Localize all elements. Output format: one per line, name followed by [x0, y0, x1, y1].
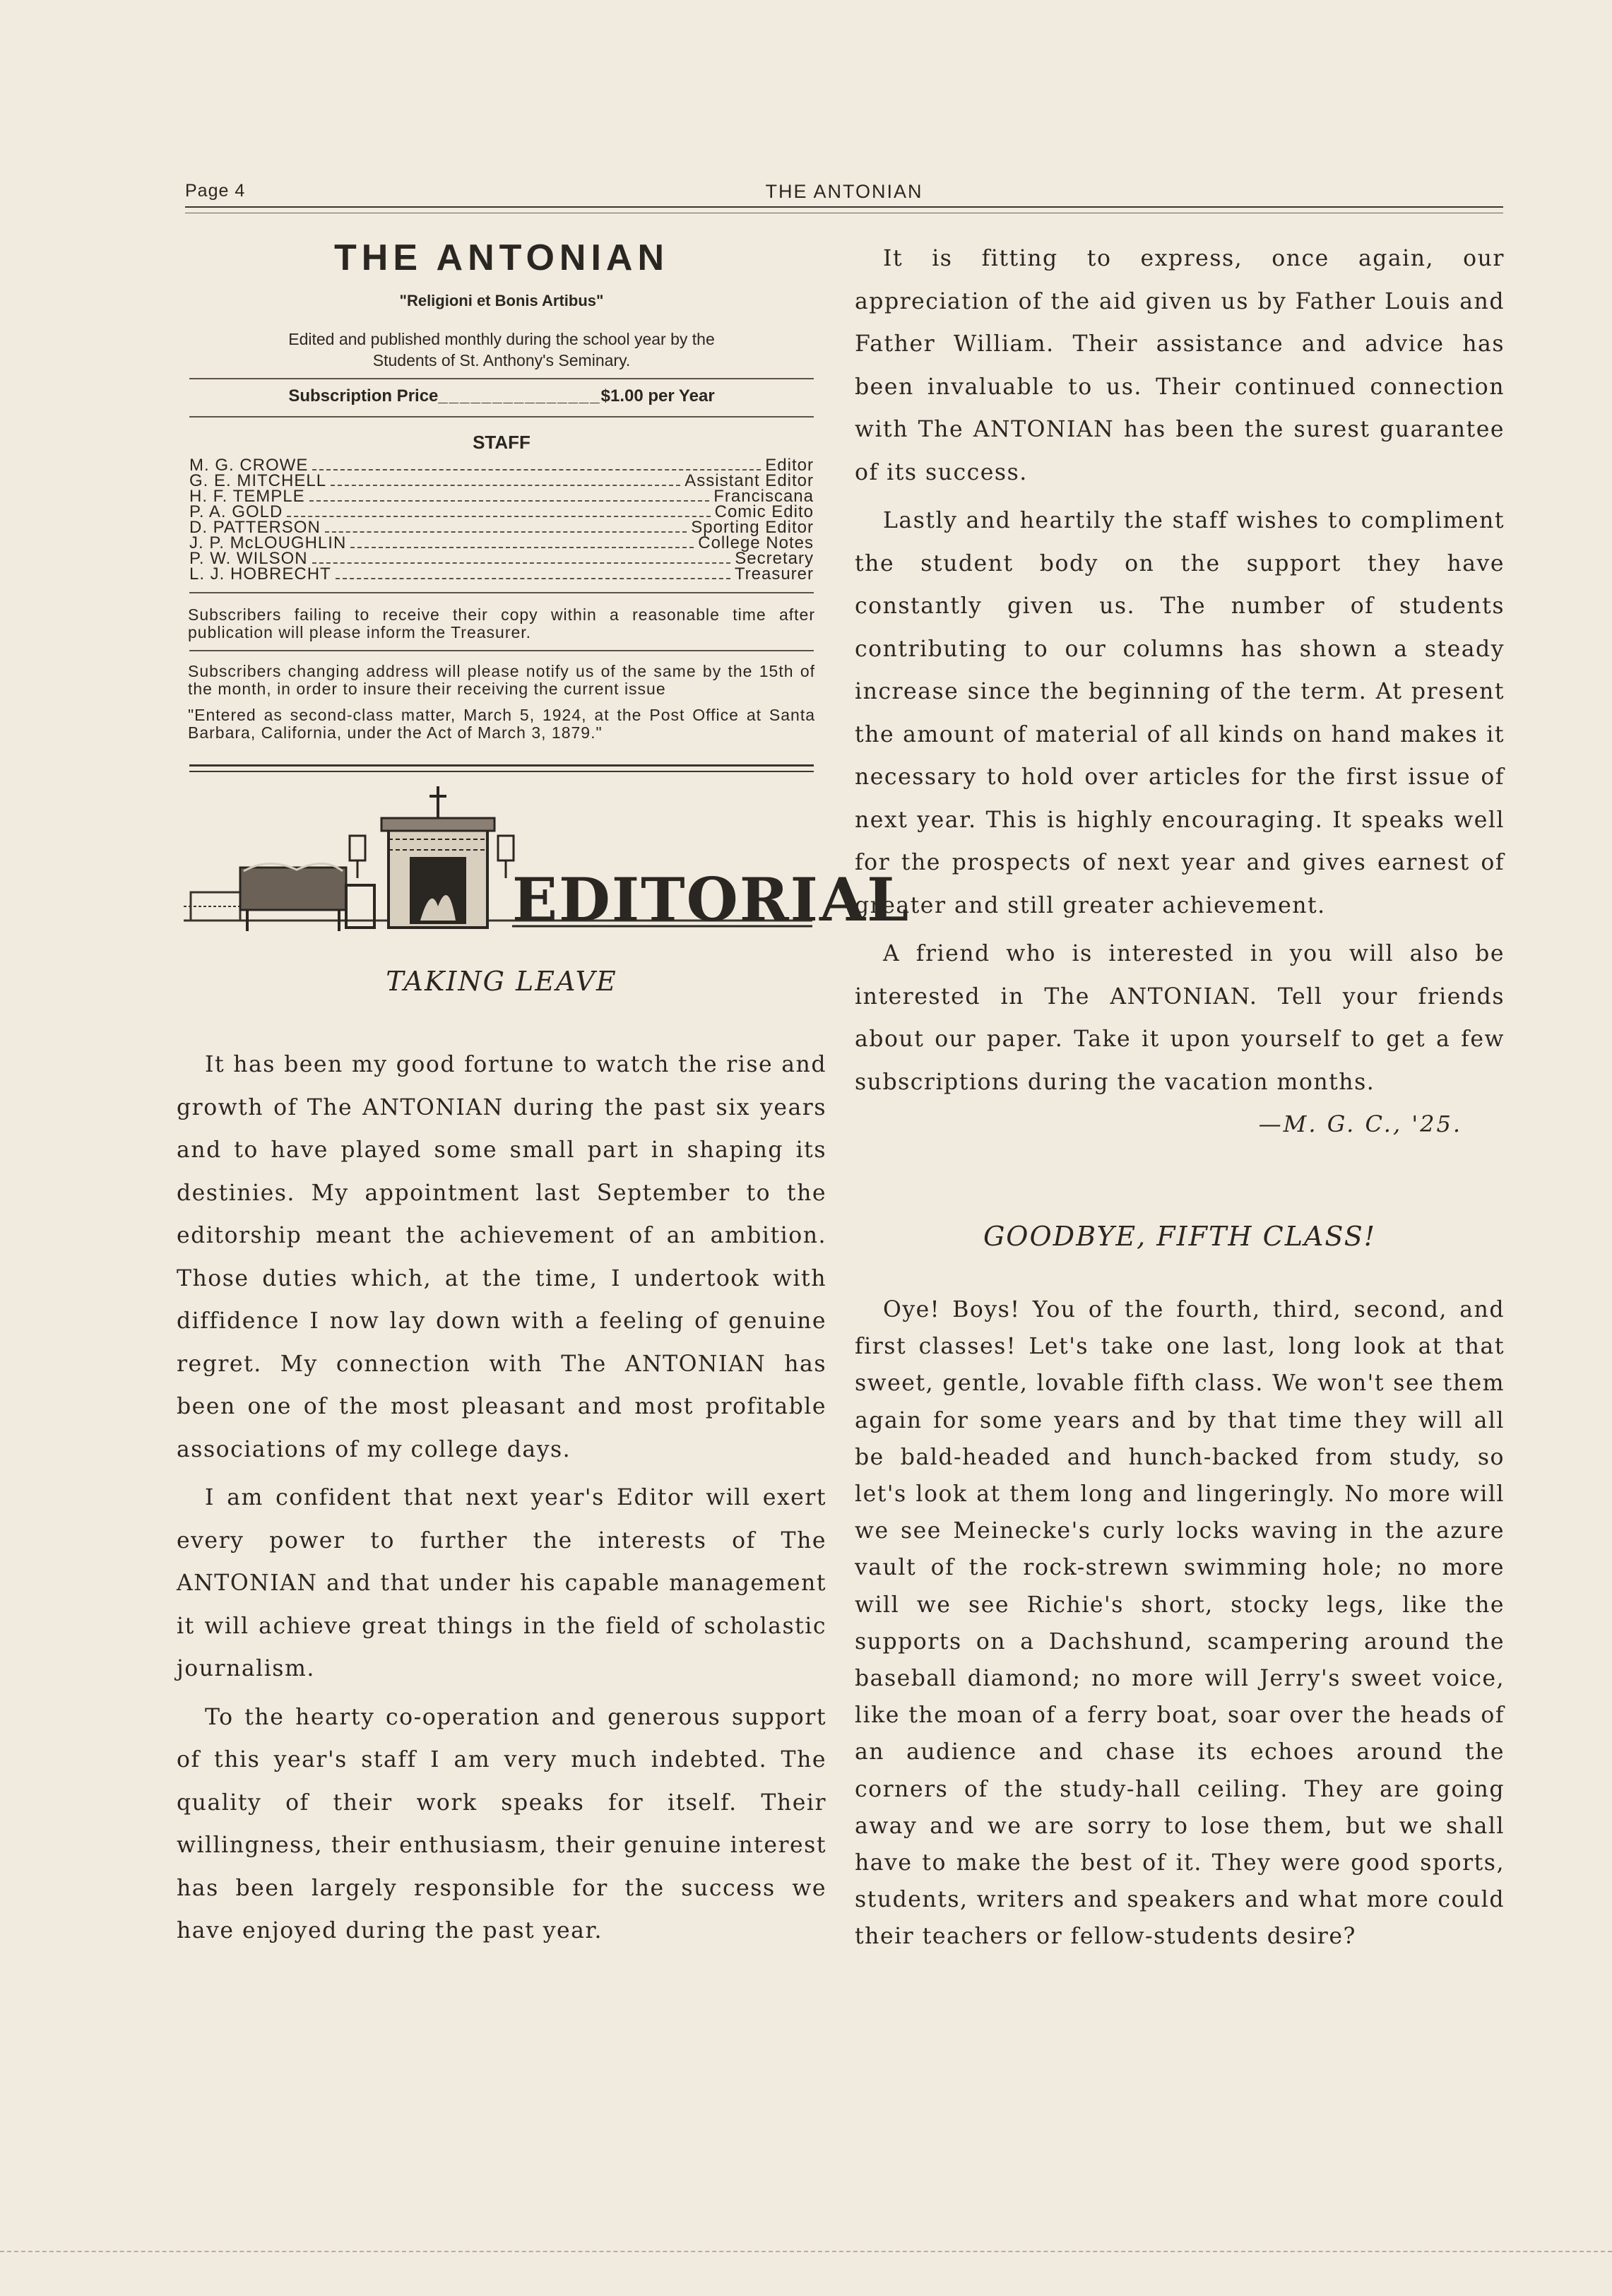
taking-leave-body	[177, 1043, 826, 1953]
paragraph: A friend who is interested in you will also be interested in The ANTONIAN. Tell your friends about our paper. Take it upon yourself to get a few subscriptions during the vacation months.	[855, 941, 1505, 1095]
subscription-price: Subscription Price_______________$1.00 per Year	[288, 386, 715, 406]
staff-row: D. PATTERSON Sporting Editor	[189, 518, 814, 537]
left-column	[177, 233, 911, 1958]
header-rule	[185, 206, 1503, 213]
running-title: THE ANTONIAN	[765, 181, 923, 202]
page-header	[185, 181, 1503, 209]
goodbye-title: GOODBYE, FIFTH CLASS!	[983, 1221, 1377, 1252]
signature: —M. G. C., '25.	[1258, 1111, 1462, 1137]
page-number: Page 4	[185, 181, 246, 201]
right-column	[855, 233, 1505, 1961]
editorial-word: EDITORIAL	[512, 865, 911, 935]
divider	[189, 650, 814, 651]
pub-line-1: Edited and published monthly during the school year by the	[288, 330, 715, 348]
notice-entry: "Entered as second-class matter, March 5, 1924, at the Post Office at Santa Barbara, California, under the Act of March 3, 1879."	[188, 706, 815, 742]
double-rule	[189, 764, 814, 772]
paragraph: Oye! Boys! You of the fourth, third, second, and first classes! Let's take one last, long look at that sweet, gentle, lovable fifth class. We won't see them again for some years and by that time they will all be bald-headed and hunch-backed from study, so let's look at them long and lingeringly. No more will we see Meinecke's curly locks waving in the azure vault of the rock-strewn swimming hole; no more will we see Richie's short, stocky legs, like the supports on a Dachshund, scampering around the baseball diamond; no more will Jerry's sweet voice, like the moan of a ferry boat, soar over the heads of an audience and chase its echoes around the corners of the study-hall ceiling. They are going away and we are sorry to lose them, but we shall have to make the best of it. They were good sports, students, writers and speakers and what more could their teachers or fellow-students desire?	[855, 1297, 1505, 1950]
taking-leave-title: TAKING LEAVE	[386, 966, 617, 997]
publication-info	[177, 329, 826, 371]
paragraph: Lastly and heartily the staff wishes to compliment the student body on the support they have constantly given us. The number of students contributing to our columns has shown a steady increase since the beginning of the term. At present the amount of material of all kinds on hand makes it necessary to hold over articles for the first issue of next year. This is highly encouraging. It speaks well for the prospects of next year and gives earnest of greater and still greater achievement.	[855, 508, 1505, 918]
paragraph: It is fitting to express, once again, our appreciation of the aid given us by Father Louis and Father William. Their assistance and advice has been invaluable to us. Their continued connection with The ANTONIAN has been the surest guarantee of its success.	[855, 246, 1505, 485]
staff-row: P. W. WILSON Secretary	[189, 549, 814, 568]
staff-heading: STAFF	[473, 432, 531, 453]
paragraph: To the hearty co-operation and generous support of this year's staff I am very much indebted. The quality of their work speaks for itself. Their willingness, their enthusiasm, their genuine interest has been largely responsible for the success we have enjoyed during the past year.	[177, 1704, 826, 1943]
masthead-title: THE ANTONIAN	[334, 237, 669, 278]
staff-row: H. F. TEMPLE Franciscana	[189, 487, 814, 506]
goodbye-body	[855, 1291, 1505, 1955]
divider	[189, 416, 814, 418]
pub-line-2: Students of St. Anthony's Seminary.	[372, 351, 631, 369]
editorial-continued	[855, 237, 1505, 1103]
notice-address: Subscribers changing address will please notify us of the same by the 15th of the month, in order to insure their receiving the current issue	[188, 662, 815, 698]
editorial-banner	[177, 786, 911, 963]
staff-row: G. E. MITCHELL Assistant Editor	[189, 471, 814, 490]
staff-row: J. P. McLOUGHLIN College Notes	[189, 533, 814, 552]
staff-list	[189, 458, 814, 582]
staff-row: M. G. CROWE Editor	[189, 456, 814, 475]
paragraph: It has been my good fortune to watch the rise and growth of The ANTONIAN during the past six years and to have played some small part in shaping its destinies. My appointment last September to the editorship meant the achievement of an ambition. Those duties which, at the time, I undertook with diffidence I now lay down with a feeling of genuine regret. My connection with The ANTONIAN has been one of the most pleasant and most profitable associations of my college days.	[177, 1052, 826, 1462]
divider	[189, 592, 814, 593]
notice-delivery: Subscribers failing to receive their copy within a reasonable time after publication will please inform the Treasurer.	[188, 605, 815, 641]
staff-row: L. J. HOBRECHT Treasurer	[189, 564, 814, 584]
editorial-illustration	[177, 786, 911, 963]
staff-row: P. A. GOLD Comic Edito	[189, 502, 814, 521]
page-bottom-edge	[0, 2251, 1612, 2255]
paragraph: I am confident that next year's Editor will exert every power to further the interests of The ANTONIAN and that under his capable management it will achieve great things in the field of scholastic journalism.	[177, 1485, 826, 1681]
masthead-motto: "Religioni et Bonis Artibus"	[399, 292, 604, 309]
